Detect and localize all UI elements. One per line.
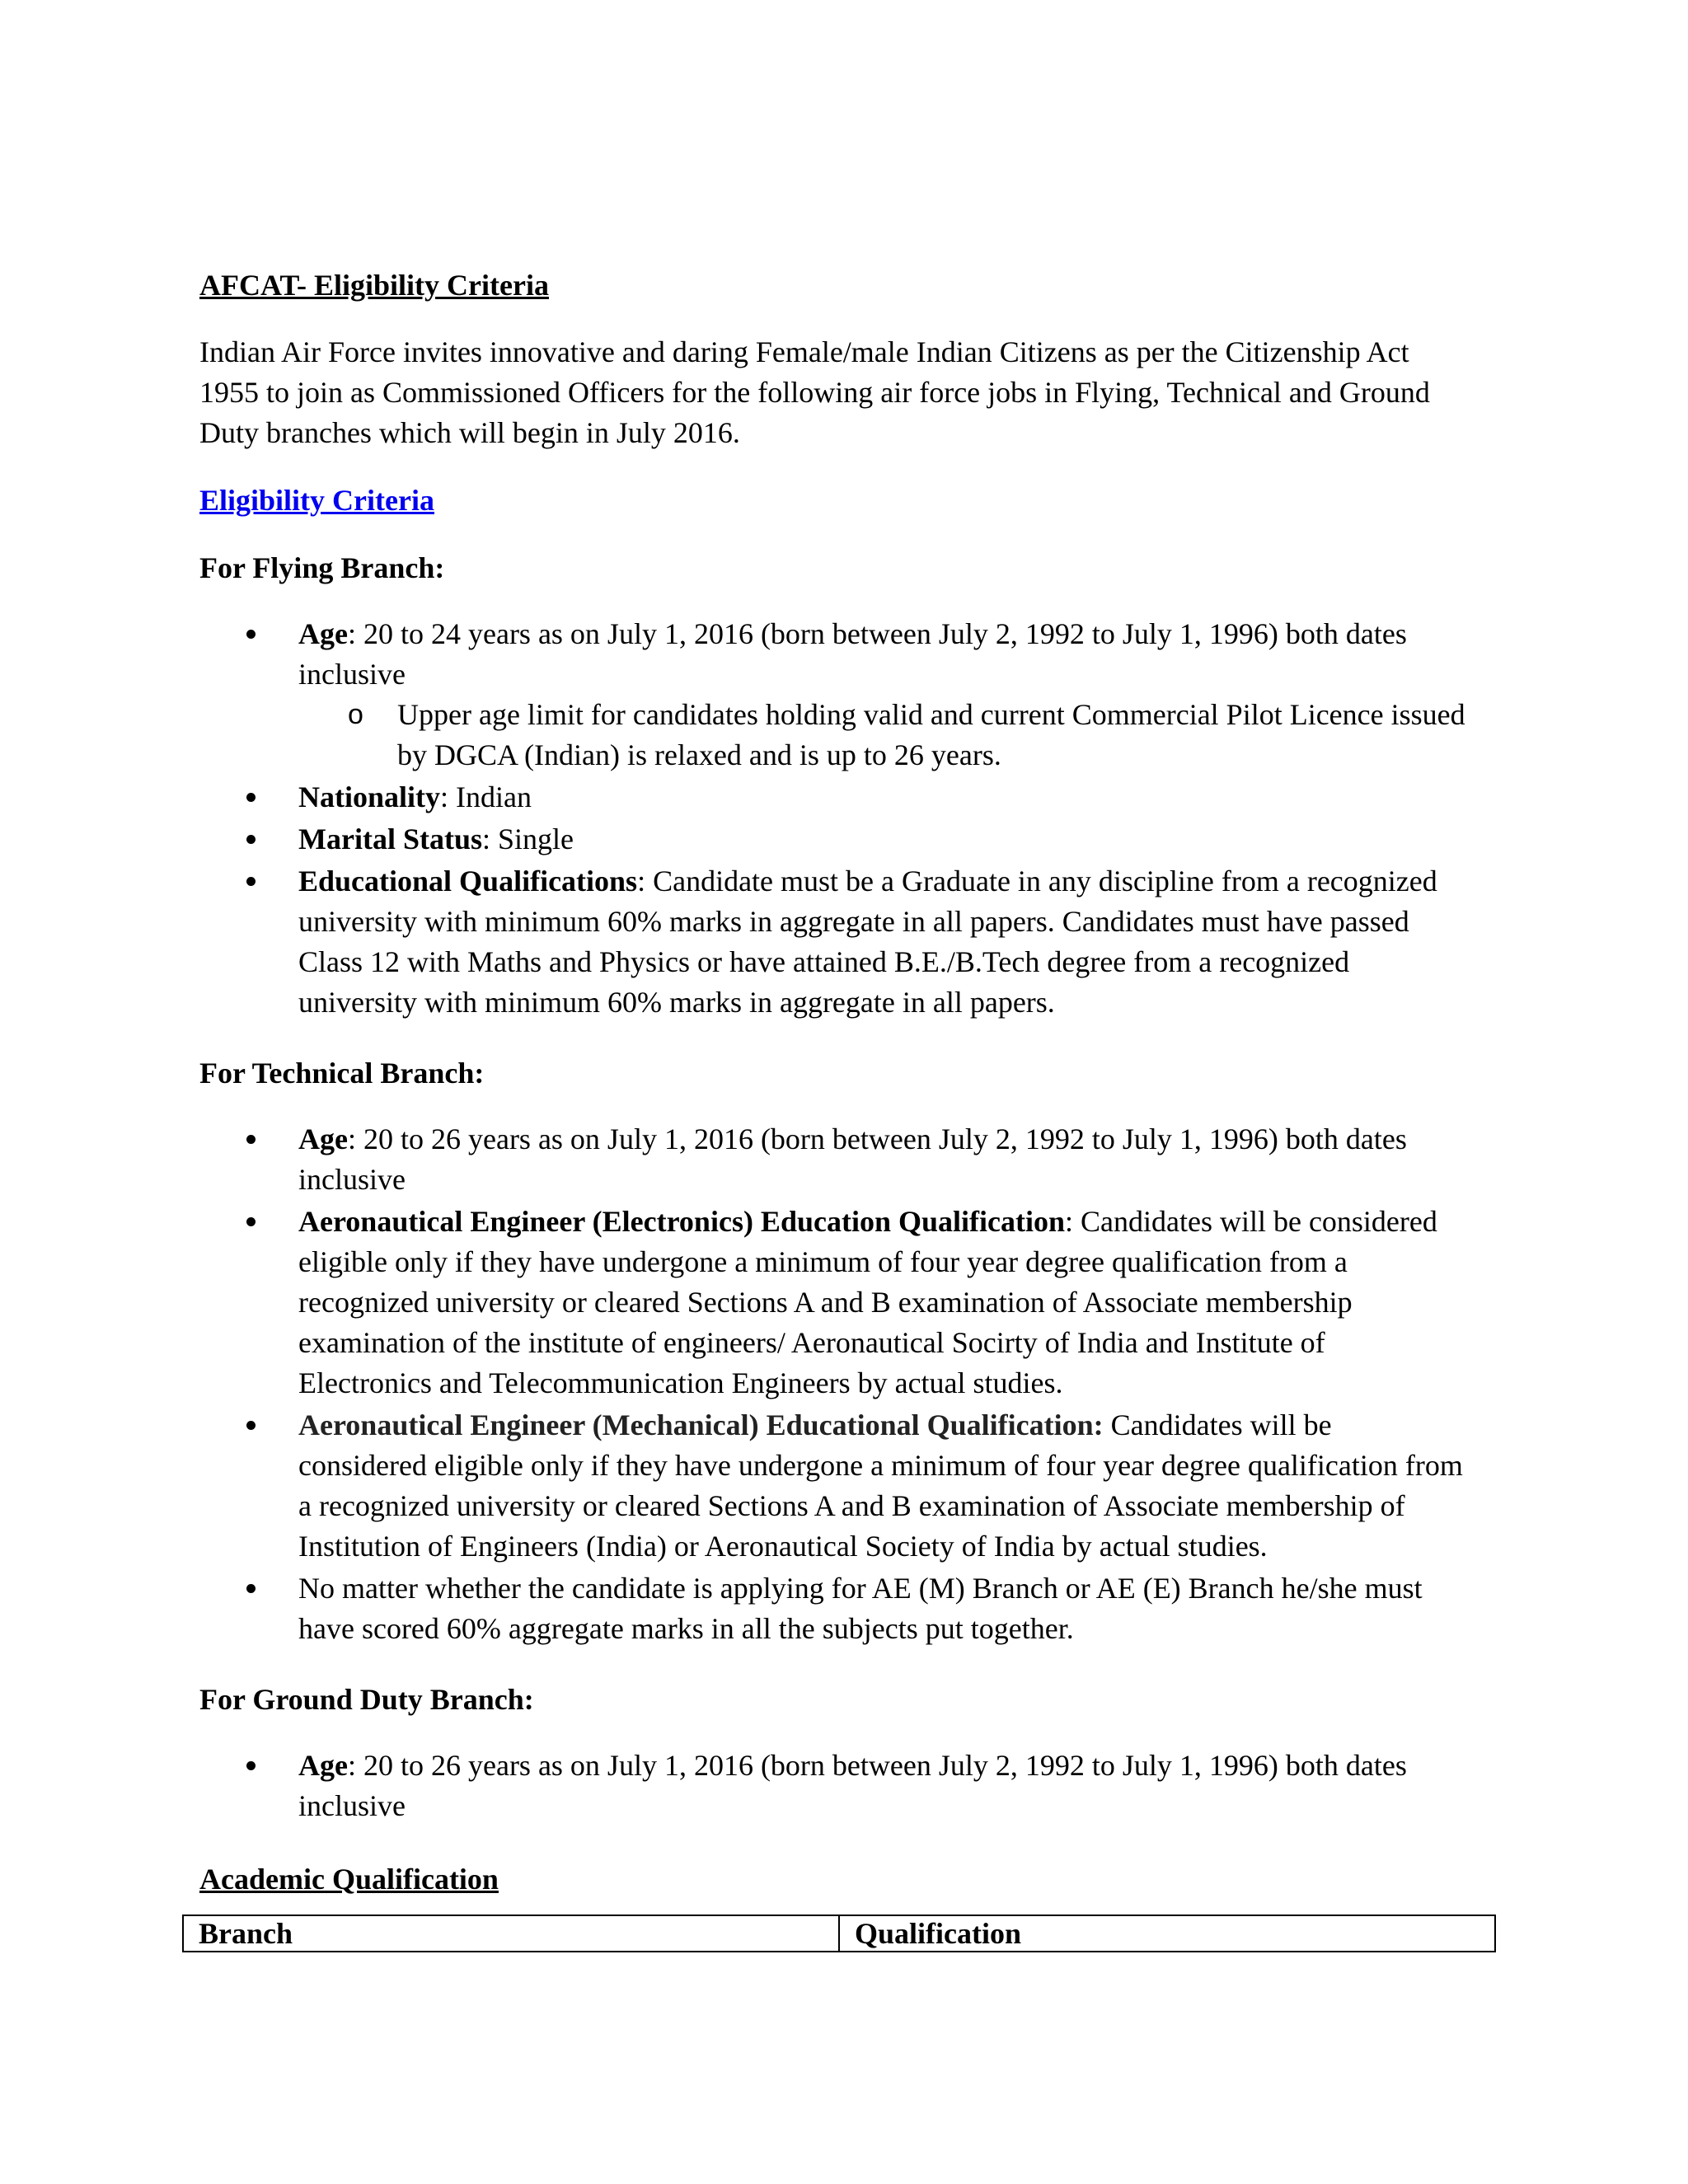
- list-item: [199, 1568, 1518, 1649]
- bullet-icon: [246, 1421, 256, 1430]
- list-item-line: university with minimum 60% marks in aggregate in all papers. Candidates must have passed: [298, 905, 1409, 938]
- list-item: [199, 1119, 1518, 1200]
- list-item: [199, 777, 1518, 818]
- intro-line: Indian Air Force invites innovative and daring Female/male Indian Citizens as per the Citizenship Act: [199, 335, 1409, 368]
- list-item-line: examination of the institute of engineers/ Aeronautical Socirty of India and Institute of: [298, 1326, 1325, 1359]
- page-title: AFCAT- Eligibility Criteria: [199, 269, 549, 302]
- flying-branch-list: [199, 614, 1518, 1024]
- item-text: : 20 to 26 years as on July 1, 2016 (born between July 2, 1992 to July 1, 1996) both dates: [347, 1122, 1407, 1155]
- list-item-line: Electronics and Telecommunication Engineers by actual studies.: [298, 1366, 1063, 1399]
- intro-line: Duty branches which will begin in July 2016.: [199, 416, 740, 449]
- table-header-row: [183, 1915, 1495, 1952]
- item-label: Age: [298, 1749, 348, 1782]
- list-item-line: considered eligible only if they have undergone a minimum of four year degree qualification from: [298, 1449, 1463, 1482]
- table-header-qualification: Qualification: [839, 1915, 1495, 1952]
- item-label: Age: [298, 1122, 348, 1155]
- bullet-icon: [246, 1584, 256, 1593]
- list-item-line: Upper age limit for candidates holding valid and current Commercial Pilot Licence issued: [397, 698, 1465, 731]
- list-item-line: [298, 1119, 1518, 1160]
- bullet-icon: [246, 835, 256, 844]
- list-item-line: [298, 1405, 1518, 1446]
- list-item-line: inclusive: [298, 658, 406, 691]
- circle-bullet-icon: o: [348, 699, 363, 730]
- list-item-line: [298, 1202, 1518, 1242]
- item-label: Marital Status: [298, 823, 482, 855]
- list-item: [199, 1405, 1518, 1567]
- intro-line: 1955 to join as Commissioned Officers for the following air force jobs in Flying, Technical and Ground: [199, 376, 1430, 409]
- bullet-icon: [246, 793, 256, 802]
- list-item-line: inclusive: [298, 1789, 406, 1822]
- list-item-line: [298, 777, 1518, 818]
- list-item-line: Institution of Engineers (India) or Aeronautical Society of India by actual studies.: [298, 1530, 1268, 1563]
- item-text: : Indian: [440, 780, 532, 813]
- list-item-line: [298, 614, 1518, 654]
- item-label: Educational Qualifications: [298, 865, 638, 898]
- list-item: [199, 1202, 1518, 1404]
- technical-branch-list: [199, 1119, 1518, 1651]
- list-item-line: [298, 819, 1518, 860]
- bullet-icon: [246, 1761, 256, 1770]
- sub-list-item: [298, 695, 1518, 776]
- item-text: Candidates will be: [1103, 1408, 1332, 1441]
- list-item-line: Class 12 with Maths and Physics or have attained B.E./B.Tech degree from a recognized: [298, 945, 1350, 978]
- table-header-branch: Branch: [183, 1915, 839, 1952]
- bullet-icon: [246, 877, 256, 886]
- list-item-line: a recognized university or cleared Sections A and B examination of Associate membership of: [298, 1489, 1405, 1522]
- list-item-line: No matter whether the candidate is applying for AE (M) Branch or AE (E) Branch he/she must: [298, 1572, 1423, 1605]
- eligibility-criteria-link[interactable]: Eligibility Criteria: [199, 484, 434, 517]
- item-label: Nationality: [298, 780, 441, 813]
- item-text: : 20 to 24 years as on July 1, 2016 (born between July 2, 1992 to July 1, 1996) both dates: [347, 617, 1407, 650]
- bullet-icon: [246, 630, 256, 639]
- academic-qualification-heading: Academic Qualification: [199, 1863, 499, 1896]
- list-item-line: have scored 60% aggregate marks in all the subjects put together.: [298, 1612, 1074, 1645]
- flying-branch-heading: For Flying Branch:: [199, 551, 445, 584]
- list-item-line: [298, 861, 1518, 902]
- item-text: : Candidates will be considered: [1065, 1205, 1437, 1238]
- list-item-line: [298, 1746, 1518, 1786]
- list-item: [199, 614, 1518, 776]
- item-text: : 20 to 26 years as on July 1, 2016 (born between July 2, 1992 to July 1, 1996) both dates: [347, 1749, 1407, 1782]
- sub-list: [298, 695, 1518, 776]
- academic-qualification-table: [182, 1915, 1496, 1952]
- list-item-line: by DGCA (Indian) is relaxed and is up to 26 years.: [397, 738, 1001, 771]
- item-text: : Candidate must be a Graduate in any discipline from a recognized: [637, 865, 1437, 898]
- bullet-icon: [246, 1135, 256, 1144]
- list-item: [199, 861, 1518, 1023]
- list-item-line: university with minimum 60% marks in aggregate in all papers.: [298, 986, 1055, 1019]
- item-label: Aeronautical Engineer (Mechanical) Educational Qualification:: [298, 1408, 1104, 1441]
- technical-branch-heading: For Technical Branch:: [199, 1057, 485, 1090]
- item-label: Aeronautical Engineer (Electronics) Education Qualification: [298, 1205, 1065, 1238]
- list-item-line: inclusive: [298, 1163, 406, 1196]
- list-item: [199, 819, 1518, 860]
- list-item: [199, 1746, 1518, 1826]
- item-text: : Single: [481, 823, 574, 855]
- intro-paragraph: [199, 332, 1518, 453]
- ground-duty-branch-heading: For Ground Duty Branch:: [199, 1683, 534, 1716]
- list-item-line: recognized university or cleared Sections A and B examination of Associate membership: [298, 1286, 1353, 1319]
- item-label: Age: [298, 617, 348, 650]
- ground-duty-branch-list: [199, 1746, 1518, 1828]
- bullet-icon: [246, 1217, 256, 1226]
- list-item-line: eligible only if they have undergone a minimum of four year degree qualification from a: [298, 1245, 1348, 1278]
